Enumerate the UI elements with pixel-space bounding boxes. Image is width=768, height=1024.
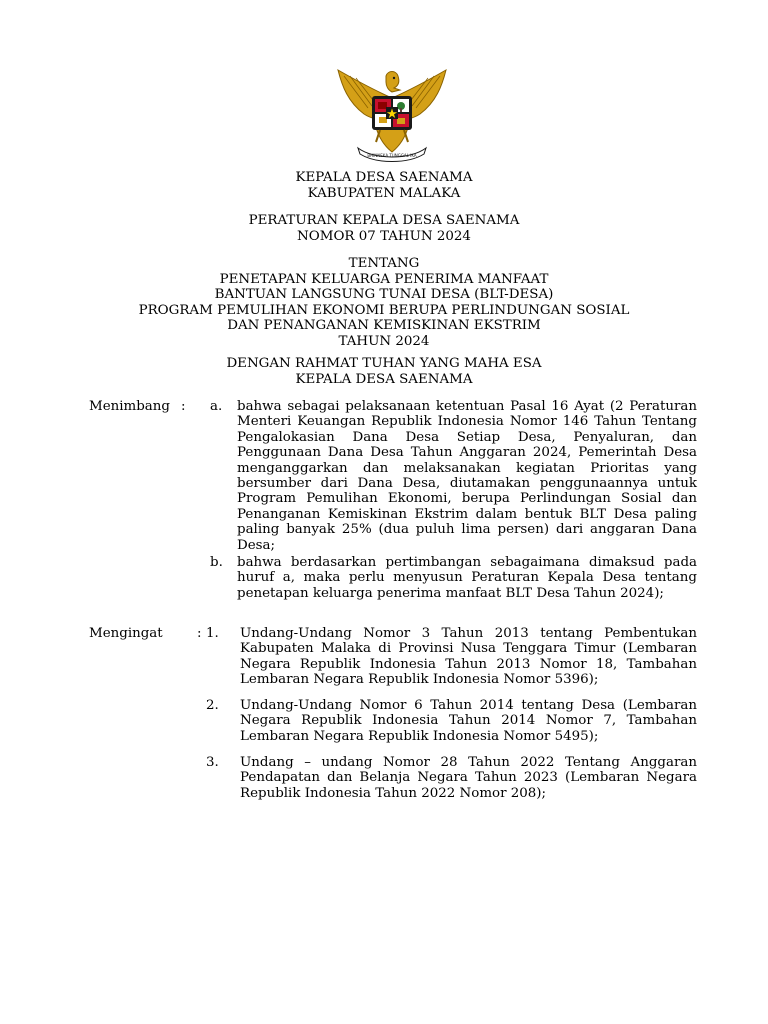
mengingat-colon: : <box>197 626 202 641</box>
subject-line-4: DAN PENANGANAN KEMISKINAN EKSTRIM <box>227 318 541 333</box>
menimbang-label: Menimbang <box>89 399 170 414</box>
menimbang-item-b: bahwa berdasarkan pertimbangan sebagaimana dimaksud pada huruf a, maka perlu menyusun Peraturan Kepala Desa tentang penetapan keluarga penerima manfaat BLT Desa Tahun 2024); <box>237 555 697 601</box>
issuer-line-2: KABUPATEN MALAKA <box>307 185 461 201</box>
regulation-title: PERATURAN KEPALA DESA SAENAMA <box>248 213 520 228</box>
mengingat-label: Mengingat <box>89 626 163 641</box>
menimbang-item-a: bahwa sebagai pelaksanaan ketentuan Pasal 16 Ayat (2 Peraturan Menteri Keuangan Republik Indonesia Nomor 146 Tahun Tentang Pengalokasian Dana Desa Setiap Desa, Penyaluran, dan Penggunaan Dana Desa Tahun Anggaran 2024, Pemerintah Desa menganggarkan dan melaksanakan kegiatan Prioritas yang bersumber dari Dana Desa, diutamakan penggunaannya untuk Program Pemulihan Ekonomi, berupa Perlindungan Sosial dan Penanganan Kemiskinan Ekstrim dalam bentuk BLT Desa paling paling banyak 25% (dua puluh lima persen) dari anggaran Dana Desa; <box>237 399 697 553</box>
preamble-block <box>0 356 768 387</box>
preamble-line-2: KEPALA DESA SAENAMA <box>295 371 473 387</box>
preamble-line-1: DENGAN RAHMAT TUHAN YANG MAHA ESA <box>226 356 542 371</box>
subject-line-5: TAHUN 2024 <box>338 333 430 349</box>
menimbang-marker-a: a. <box>210 399 223 414</box>
regulation-block <box>0 213 768 244</box>
menimbang-colon: : <box>181 399 186 414</box>
mengingat-marker-2: 2. <box>206 698 219 713</box>
subject-block <box>0 256 768 349</box>
mengingat-item-2: Undang-Undang Nomor 6 Tahun 2014 tentang Desa (Lembaran Negara Republik Indonesia Tahun 2014 Nomor 7, Tambahan Lembaran Negara Republik Indonesia Nomor 5495); <box>240 698 697 744</box>
mengingat-marker-1: 1. <box>206 626 219 641</box>
menimbang-marker-b: b. <box>210 555 223 570</box>
subject-line-2: BANTUAN LANGSUNG TUNAI DESA (BLT-DESA) <box>214 287 554 302</box>
garuda-emblem-icon <box>334 68 450 164</box>
subject-line-3: PROGRAM PEMULIHAN EKONOMI BERUPA PERLINDUNGAN SOSIAL <box>138 302 630 318</box>
emblem-motto: BHINNEKA TUNGGAL IKA <box>367 153 417 158</box>
mengingat-item-1: Undang-Undang Nomor 3 Tahun 2013 tentang Pembentukan Kabupaten Malaka di Provinsi Nusa Tenggara Timur (Lembaran Negara Republik Indonesia Tahun 2013 Nomor 18, Tambahan Lembaran Negara Republik Indonesia Nomor 5396); <box>240 626 697 688</box>
header-block <box>0 170 768 201</box>
mengingat-marker-3: 3. <box>206 755 219 770</box>
mengingat-item-3: Undang – undang Nomor 28 Tahun 2022 Tentang Anggaran Pendapatan dan Belanja Negara Tahun 2023 (Lembaran Negara Republik Indonesia Tahun 2022 Nomor 208); <box>240 755 697 801</box>
subject-line-1: PENETAPAN KELUARGA PENERIMA MANFAAT <box>219 271 549 287</box>
regulation-number: NOMOR 07 TAHUN 2024 <box>297 228 471 244</box>
subject-heading: TENTANG <box>348 256 420 271</box>
issuer-line-1: KEPALA DESA SAENAMA <box>295 170 473 185</box>
